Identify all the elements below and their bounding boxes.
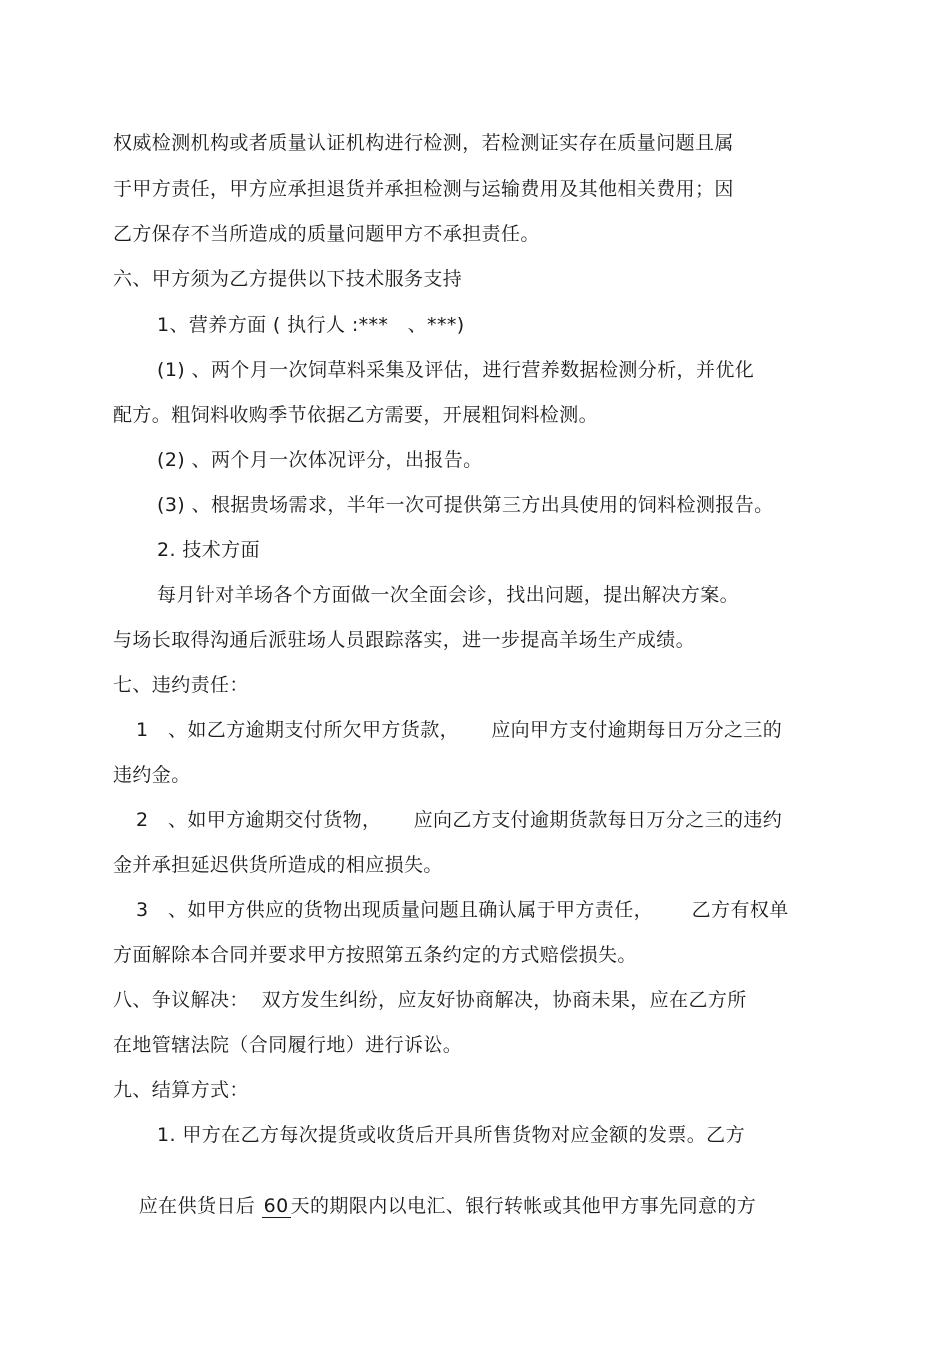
text-line: (1) 、两个月一次饲草料采集及评估，进行营养数据检测分析，并优化 xyxy=(157,359,755,381)
text-line: 配方。粗饲料收购季节依据乙方需要，开展粗饲料检测。 xyxy=(113,404,599,426)
text-line: 在地管辖法院（合同履行地）进行诉讼。 xyxy=(113,1034,463,1056)
text-line: 、如乙方逾期支付所欠甲方货款， 应向甲方支付逾期每日万分之三的 xyxy=(168,719,783,741)
text-line: (2) 、两个月一次体况评分，出报告。 xyxy=(157,449,483,471)
section-heading-9: 九、结算方式： xyxy=(113,1079,249,1101)
text-line: 与场长取得沟通后派驻场人员跟踪落实，进一步提高羊场生产成绩。 xyxy=(113,629,696,651)
text-line: 于甲方责任，甲方应承担退货并承担检测与运输费用及其他相关费用；因 xyxy=(113,178,734,200)
text-fragment: 应在供货日后 xyxy=(138,1195,262,1217)
section-heading-7: 七、违约责任： xyxy=(113,674,249,696)
text-line: 、如甲方供应的货物出现质量问题且确认属于甲方责任， 乙方有权单 xyxy=(168,899,789,921)
text-line: 1. 甲方在乙方每次提货或收货后开具所售货物对应金额的发票。乙方 xyxy=(157,1124,745,1146)
text-line: 每月针对羊场各个方面做一次全面会诊，找出问题，提出解决方案。 xyxy=(157,584,740,606)
clause-number: 2 xyxy=(136,809,149,831)
text-line: 乙方保存不当所造成的质量问题甲方不承担责任。 xyxy=(113,223,540,245)
clause-number: 1 xyxy=(136,719,149,741)
section-heading-6: 六、甲方须为乙方提供以下技术服务支持 xyxy=(113,268,463,290)
text-fragment: 天的期限内以电汇、银行转帐或其他甲方事先同意的方 xyxy=(290,1195,757,1217)
text-line: 权威检测机构或者质量认证机构进行检测，若检测证实存在质量问题且属 xyxy=(113,132,734,154)
subsection-nutrition: 1、营养方面 ( 执行人 :*** 、***) xyxy=(157,314,465,336)
subsection-technical: 2. 技术方面 xyxy=(157,539,260,561)
section-heading-8: 八、争议解决： 双方发生纠纷，应友好协商解决，协商未果，应在乙方所 xyxy=(113,989,747,1011)
text-line: (3) 、根据贵场需求，半年一次可提供第三方出具使用的饲料检测报告。 xyxy=(157,494,774,516)
text-line: 违约金。 xyxy=(113,764,191,786)
fill-in-blank-days: 60 xyxy=(263,1195,289,1217)
text-line xyxy=(113,1167,756,1245)
text-line: 金并承担延迟供货所造成的相应损失。 xyxy=(113,854,443,876)
text-line: 方面解除本合同并要求甲方按照第五条约定的方式赔偿损失。 xyxy=(113,944,637,966)
text-line: 、如甲方逾期交付货物， 应向乙方支付逾期货款每日万分之三的违约 xyxy=(168,809,783,831)
clause-number: 3 xyxy=(136,899,149,921)
